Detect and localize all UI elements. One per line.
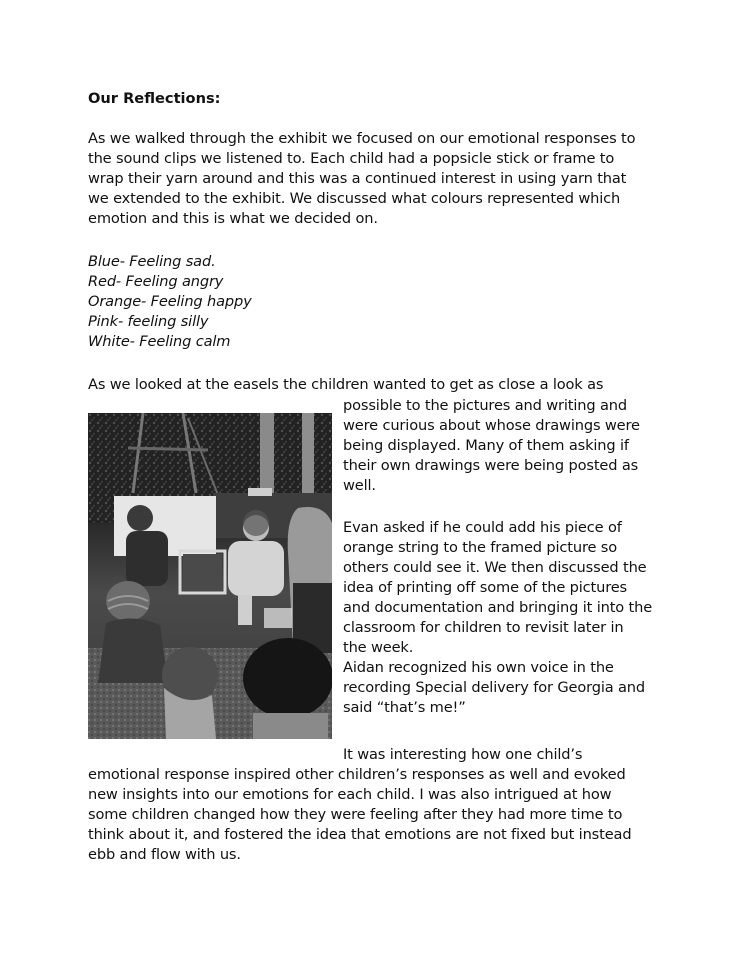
evan-line: classroom for children to revisit later in <box>343 619 624 636</box>
easels-line: well. <box>343 477 376 494</box>
child-body <box>253 713 328 739</box>
intro-line: the sound clips we listened to. Each child had a popsicle stick or frame to <box>88 150 615 167</box>
closing-line: some children changed how they were feeling after they had more time to <box>88 806 623 823</box>
child-body <box>98 618 168 683</box>
colour-emotion-pink: Pink- feeling silly <box>88 313 209 330</box>
children-at-easels-photo <box>88 413 332 739</box>
easels-lead-line: As we looked at the easels the children wanted to get as close a look as <box>88 376 604 393</box>
easels-line: were curious about whose drawings were <box>343 417 640 434</box>
evan-line: orange string to the framed picture so <box>343 539 618 556</box>
easels-line: their own drawings were being posted as <box>343 457 639 474</box>
child-head <box>127 505 153 531</box>
child-leg <box>238 595 252 625</box>
intro-line: As we walked through the exhibit we focused on our emotional responses to <box>88 130 636 147</box>
aidan-line: Aidan recognized his own voice in the <box>343 659 614 676</box>
colour-emotion-orange: Orange- Feeling happy <box>88 293 252 310</box>
child-hair <box>243 510 269 536</box>
colour-emotion-white: White- Feeling calm <box>88 333 231 350</box>
intro-line: wrap their yarn around and this was a continued interest in using yarn that <box>88 170 627 187</box>
child-beanie <box>106 581 150 621</box>
easels-line: being displayed. Many of them asking if <box>343 437 629 454</box>
intro-line: emotion and this is what we decided on. <box>88 210 378 227</box>
intro-line: we extended to the exhibit. We discussed what colours represented which <box>88 190 621 207</box>
child-body <box>126 531 168 586</box>
closing-line: ebb and flow with us. <box>88 846 241 863</box>
colour-emotion-red: Red- Feeling angry <box>88 273 224 290</box>
closing-line: emotional response inspired other children’s responses as well and evoked <box>88 766 626 783</box>
closing-line: think about it, and fostered the idea that emotions are not fixed but instead <box>88 826 632 843</box>
evan-line: and documentation and bringing it into the <box>343 599 653 616</box>
child-dark-hair <box>243 638 332 718</box>
closing-line: new insights into our emotions for each child. I was also intrigued at how <box>88 786 612 803</box>
paper <box>264 608 292 628</box>
evan-line: Evan asked if he could add his piece of <box>343 519 622 536</box>
photo-illustration <box>88 413 332 739</box>
sign <box>248 488 272 496</box>
picture-frame-inner <box>183 554 222 590</box>
section-title: Our Reflections: <box>88 90 221 107</box>
aidan-line: recording Special delivery for Georgia and <box>343 679 646 696</box>
easels-line: possible to the pictures and writing and <box>343 397 627 414</box>
colour-emotion-blue: Blue- Feeling sad. <box>88 253 216 270</box>
closing-first-line: It was interesting how one child’s <box>343 746 583 763</box>
stick <box>128 448 208 450</box>
evan-line: others could see it. We then discussed the <box>343 559 647 576</box>
evan-line: the week. <box>343 639 414 656</box>
child-body <box>228 541 284 596</box>
evan-line: idea of printing off some of the pictures <box>343 579 628 596</box>
aidan-line: said “that’s me!” <box>343 699 466 716</box>
